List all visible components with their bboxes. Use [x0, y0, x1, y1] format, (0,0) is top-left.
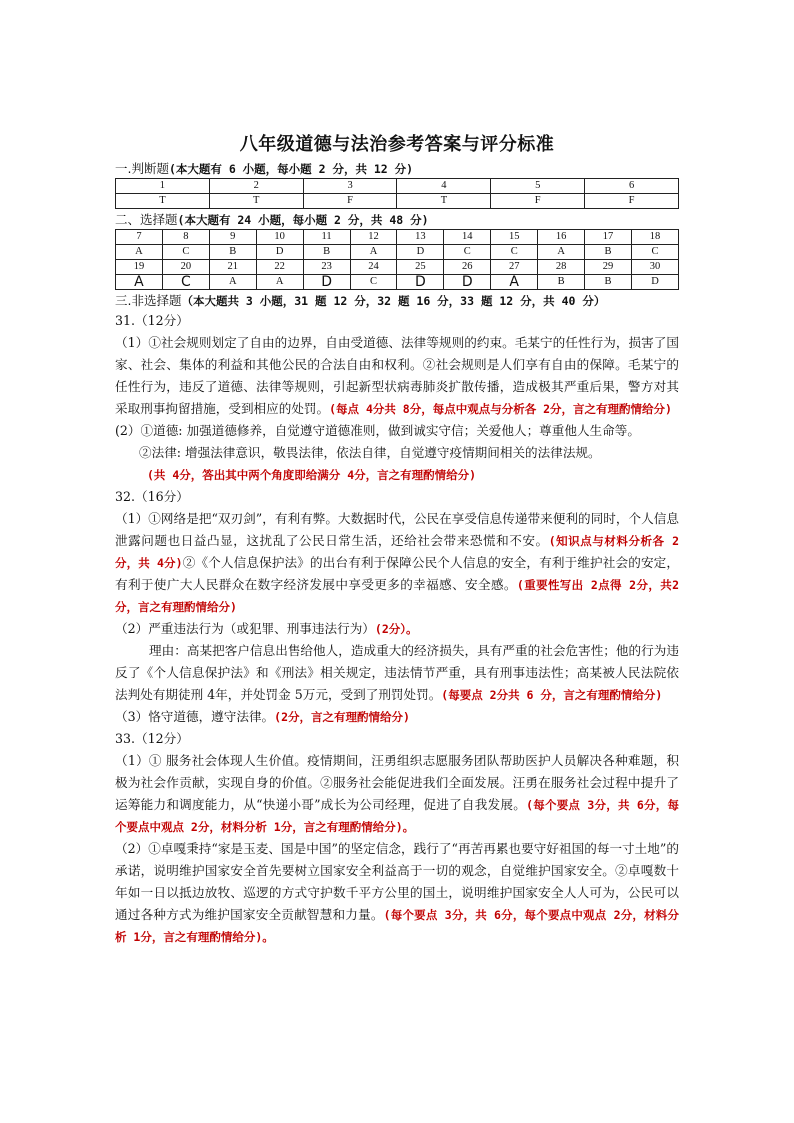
question-number-cell: 17 [585, 230, 632, 245]
q33-answer-2-text: （2）①卓嘎秉持“家是玉麦、国是中国”的坚定信念，践行了“再苦再累也要守好祖国的每一寸土地”的承诺，说明维护国家安全首先要树立国家安全利益高于一切的观念，自觉维护国家安全。②卓嘎数十年如一日以抵边放牧、巡逻的方式守护数千平方公里的国土，说明维护国家安全人人可为，公民可以通过各种方式为维护国家安全贡献智慧和力量。 [115, 841, 679, 922]
multiple-choice-table [115, 229, 679, 290]
question-number-cell: 18 [631, 230, 678, 245]
answer-cell: C [162, 275, 209, 290]
section-1-heading: 一.判断题 [115, 161, 169, 176]
q33-heading: 33.（12分） [115, 731, 189, 746]
question-number-cell: 26 [444, 260, 491, 275]
question-number-cell: 3 [303, 179, 397, 194]
question-number-row [116, 230, 679, 245]
question-number-cell: 13 [397, 230, 444, 245]
q33-answer-1-text: （1）① 服务社会体现人生价值。疫情期间，汪勇组织志愿服务团队帮助医护人员解决各种难题，积极为社会作贡献，实现自身的价值。②服务社会能促进我们全面发展。汪勇在服务社会过程中提升了运筹能力和调度能力，从“快递小哥”成长为公司经理，促进了自我发展。 [115, 753, 679, 812]
question-number-row [116, 260, 679, 275]
q32-answer-1-score-b: (重要性写出 2点得 2分，共2分，言之有理酌情给分) [115, 578, 680, 614]
q32-answer-1-text-b: ②《个人信息保护法》的出台有利于保障公民个人信息的安全，有利于维护社会的安定，有利于使广大人民群众在数字经济发展中享受更多的幸福感、安全感。 [115, 555, 680, 592]
q31-answer-1-score: (每点 4分共 8分，每点中观点与分析各 2分，言之有理酌情给分) [329, 402, 672, 416]
question-number-cell: 9 [209, 230, 256, 245]
answer-sheet [115, 130, 679, 948]
page-title: 八年级道德与法治参考答案与评分标准 [239, 134, 555, 155]
question-number-cell: 28 [538, 260, 585, 275]
answer-cell: A [538, 245, 585, 260]
question-number-cell: 22 [256, 260, 303, 275]
q31-answer-2-moral: (2）①道德: 加强道德修养，自觉遵守道德准则，做到诚实守信；关爱他人；尊重他人生命等。 [115, 423, 640, 438]
question-number-cell: 6 [585, 179, 679, 194]
question-number-cell: 11 [303, 230, 350, 245]
answer-row [116, 194, 679, 209]
question-number-cell: 25 [397, 260, 444, 275]
answer-cell: A [209, 275, 256, 290]
section-3-header [115, 292, 679, 310]
question-number-row [116, 179, 679, 194]
question-number-cell: 27 [491, 260, 538, 275]
question-number-cell: 24 [350, 260, 397, 275]
answer-cell: B [585, 245, 632, 260]
q33-answer-2-score: (每个要点 3分，共 6分，每个要点中观点 2分，材料分析 1分，言之有理酌情给分)。 [115, 908, 679, 944]
q32-answer-1 [115, 508, 679, 618]
answer-cell: C [491, 245, 538, 260]
section-1-header [115, 160, 679, 178]
answer-cell: D [444, 275, 491, 290]
q31-answer-1-text: （1）①社会规则划定了自由的边界，自由受道德、法律等规则的约束。毛某宁的任性行为，损害了国家、社会、集体的利益和其他公民的合法自由和权利。②社会规则是人们享有自由的保障。毛某宁的任性行为，违反了道德、法律等规则，引起新型状病毒肺炎扩散传播，造成极其严重后果，警方对其采取刑事拘留措施，受到相应的处罚。 [115, 335, 679, 416]
question-number-cell: 10 [256, 230, 303, 245]
answer-cell: D [397, 245, 444, 260]
q33-answer-1 [115, 750, 679, 838]
question-number-cell: 30 [631, 260, 678, 275]
q31-answer-2-score-text: (共 4分，答出其中两个角度即给满分 4分，言之有理酌情给分) [147, 468, 477, 482]
question-number-cell: 15 [491, 230, 538, 245]
answer-cell: B [585, 275, 632, 290]
q32-heading: 32.（16分） [115, 489, 189, 504]
question-number-cell: 19 [116, 260, 163, 275]
q32-reason-text: 理由：高某把客户信息出售给他人，造成重大的经济损失，具有严重的社会危害性；他的行为违反了《个人信息保护法》和《刑法》相关规定，违法情节严重，具有刑事违法性；高某被人民法院依法判处有期徒刑 4年，并处罚金 5万元，受到了刑罚处罚。 [115, 643, 679, 702]
question-number-cell: 1 [116, 179, 210, 194]
answer-cell: A [256, 275, 303, 290]
answer-cell: T [397, 194, 491, 209]
q31-answer-1 [115, 332, 679, 420]
answer-cell: A [350, 245, 397, 260]
answer-cell: C [350, 275, 397, 290]
section-3-heading: 三.非选择题 [115, 293, 182, 308]
section-1-note: (本大题有 6 小题，每小题 2 分，共 12 分) [168, 162, 414, 176]
q32-answer-1-score-a: (知识点与材料分析各 2 分，共 4分) [115, 534, 679, 570]
question-number-cell: 5 [491, 179, 585, 194]
question-number-cell: 7 [116, 230, 163, 245]
q32-answer-2-score: (2分）。 [374, 622, 418, 636]
answer-cell: D [397, 275, 444, 290]
question-number-cell: 14 [444, 230, 491, 245]
q32-answer-3-score: (2分，言之有理酌情给分) [274, 710, 410, 724]
true-false-table [115, 178, 679, 209]
answer-cell: C [444, 245, 491, 260]
q31-answer-2-score [115, 464, 679, 486]
answer-cell: F [491, 194, 585, 209]
answer-cell: A [116, 275, 163, 290]
question-number-cell: 20 [162, 260, 209, 275]
answer-cell: T [116, 194, 210, 209]
q32-answer-2 [115, 618, 679, 640]
q32-answer-3-text: （3）恪守道德，遵守法律。 [115, 709, 275, 724]
answer-cell: D [631, 275, 678, 290]
answer-cell: D [303, 275, 350, 290]
section-2-heading: 二、选择题 [115, 212, 178, 227]
section-3-note: （本大题共 3 小题，31 题 12 分，32 题 16 分，33 题 12 分，共 40 分） [181, 294, 606, 308]
answer-cell: D [256, 245, 303, 260]
question-number-cell: 8 [162, 230, 209, 245]
q32-reason-score: (每要点 2分共 6 分，言之有理酌情给分) [441, 688, 663, 702]
q33-answer-2 [115, 838, 679, 948]
answer-cell: T [209, 194, 303, 209]
answer-cell: C [631, 245, 678, 260]
question-number-cell: 2 [209, 179, 303, 194]
q31-heading: 31.（12分） [115, 313, 189, 328]
answer-cell: F [303, 194, 397, 209]
answer-row [116, 245, 679, 260]
answer-cell: F [585, 194, 679, 209]
question-number-cell: 4 [397, 179, 491, 194]
answer-cell: A [491, 275, 538, 290]
question-number-cell: 29 [585, 260, 632, 275]
answer-cell: B [209, 245, 256, 260]
answer-cell: B [538, 275, 585, 290]
section-2-header [115, 211, 679, 229]
question-number-cell: 23 [303, 260, 350, 275]
q32-answer-1-text: （1）①网络是把“双刃剑”，有利有弊。大数据时代，公民在享受信息传递带来便利的同时，个人信息泄露问题也日益凸显，这扰乱了公民日常生活，还给社会带来恐慌和不安。 [115, 511, 679, 548]
answer-cell: B [303, 245, 350, 260]
answer-cell: A [116, 245, 163, 260]
answer-cell: C [162, 245, 209, 260]
question-number-cell: 16 [538, 230, 585, 245]
q33-answer-1-score: (每个要点 3分，共 6分，每个要点中观点 2分，材料分析 1分，言之有理酌情给分)。 [115, 798, 679, 834]
q32-answer-2-text: （2）严重违法行为（或犯罪、刑事违法行为） [115, 621, 375, 636]
question-number-cell: 12 [350, 230, 397, 245]
section-2-note: (本大题有 24 小题，每小题 2 分，共 48 分) [177, 213, 429, 227]
question-number-cell: 21 [209, 260, 256, 275]
answer-row [116, 275, 679, 290]
q31-answer-2-law: ②法律: 增强法律意识，敬畏法律，依法自律，自觉遵守疫情期间相关的法律法规。 [139, 445, 601, 460]
q32-reason [115, 640, 679, 706]
q32-answer-3 [115, 706, 679, 728]
